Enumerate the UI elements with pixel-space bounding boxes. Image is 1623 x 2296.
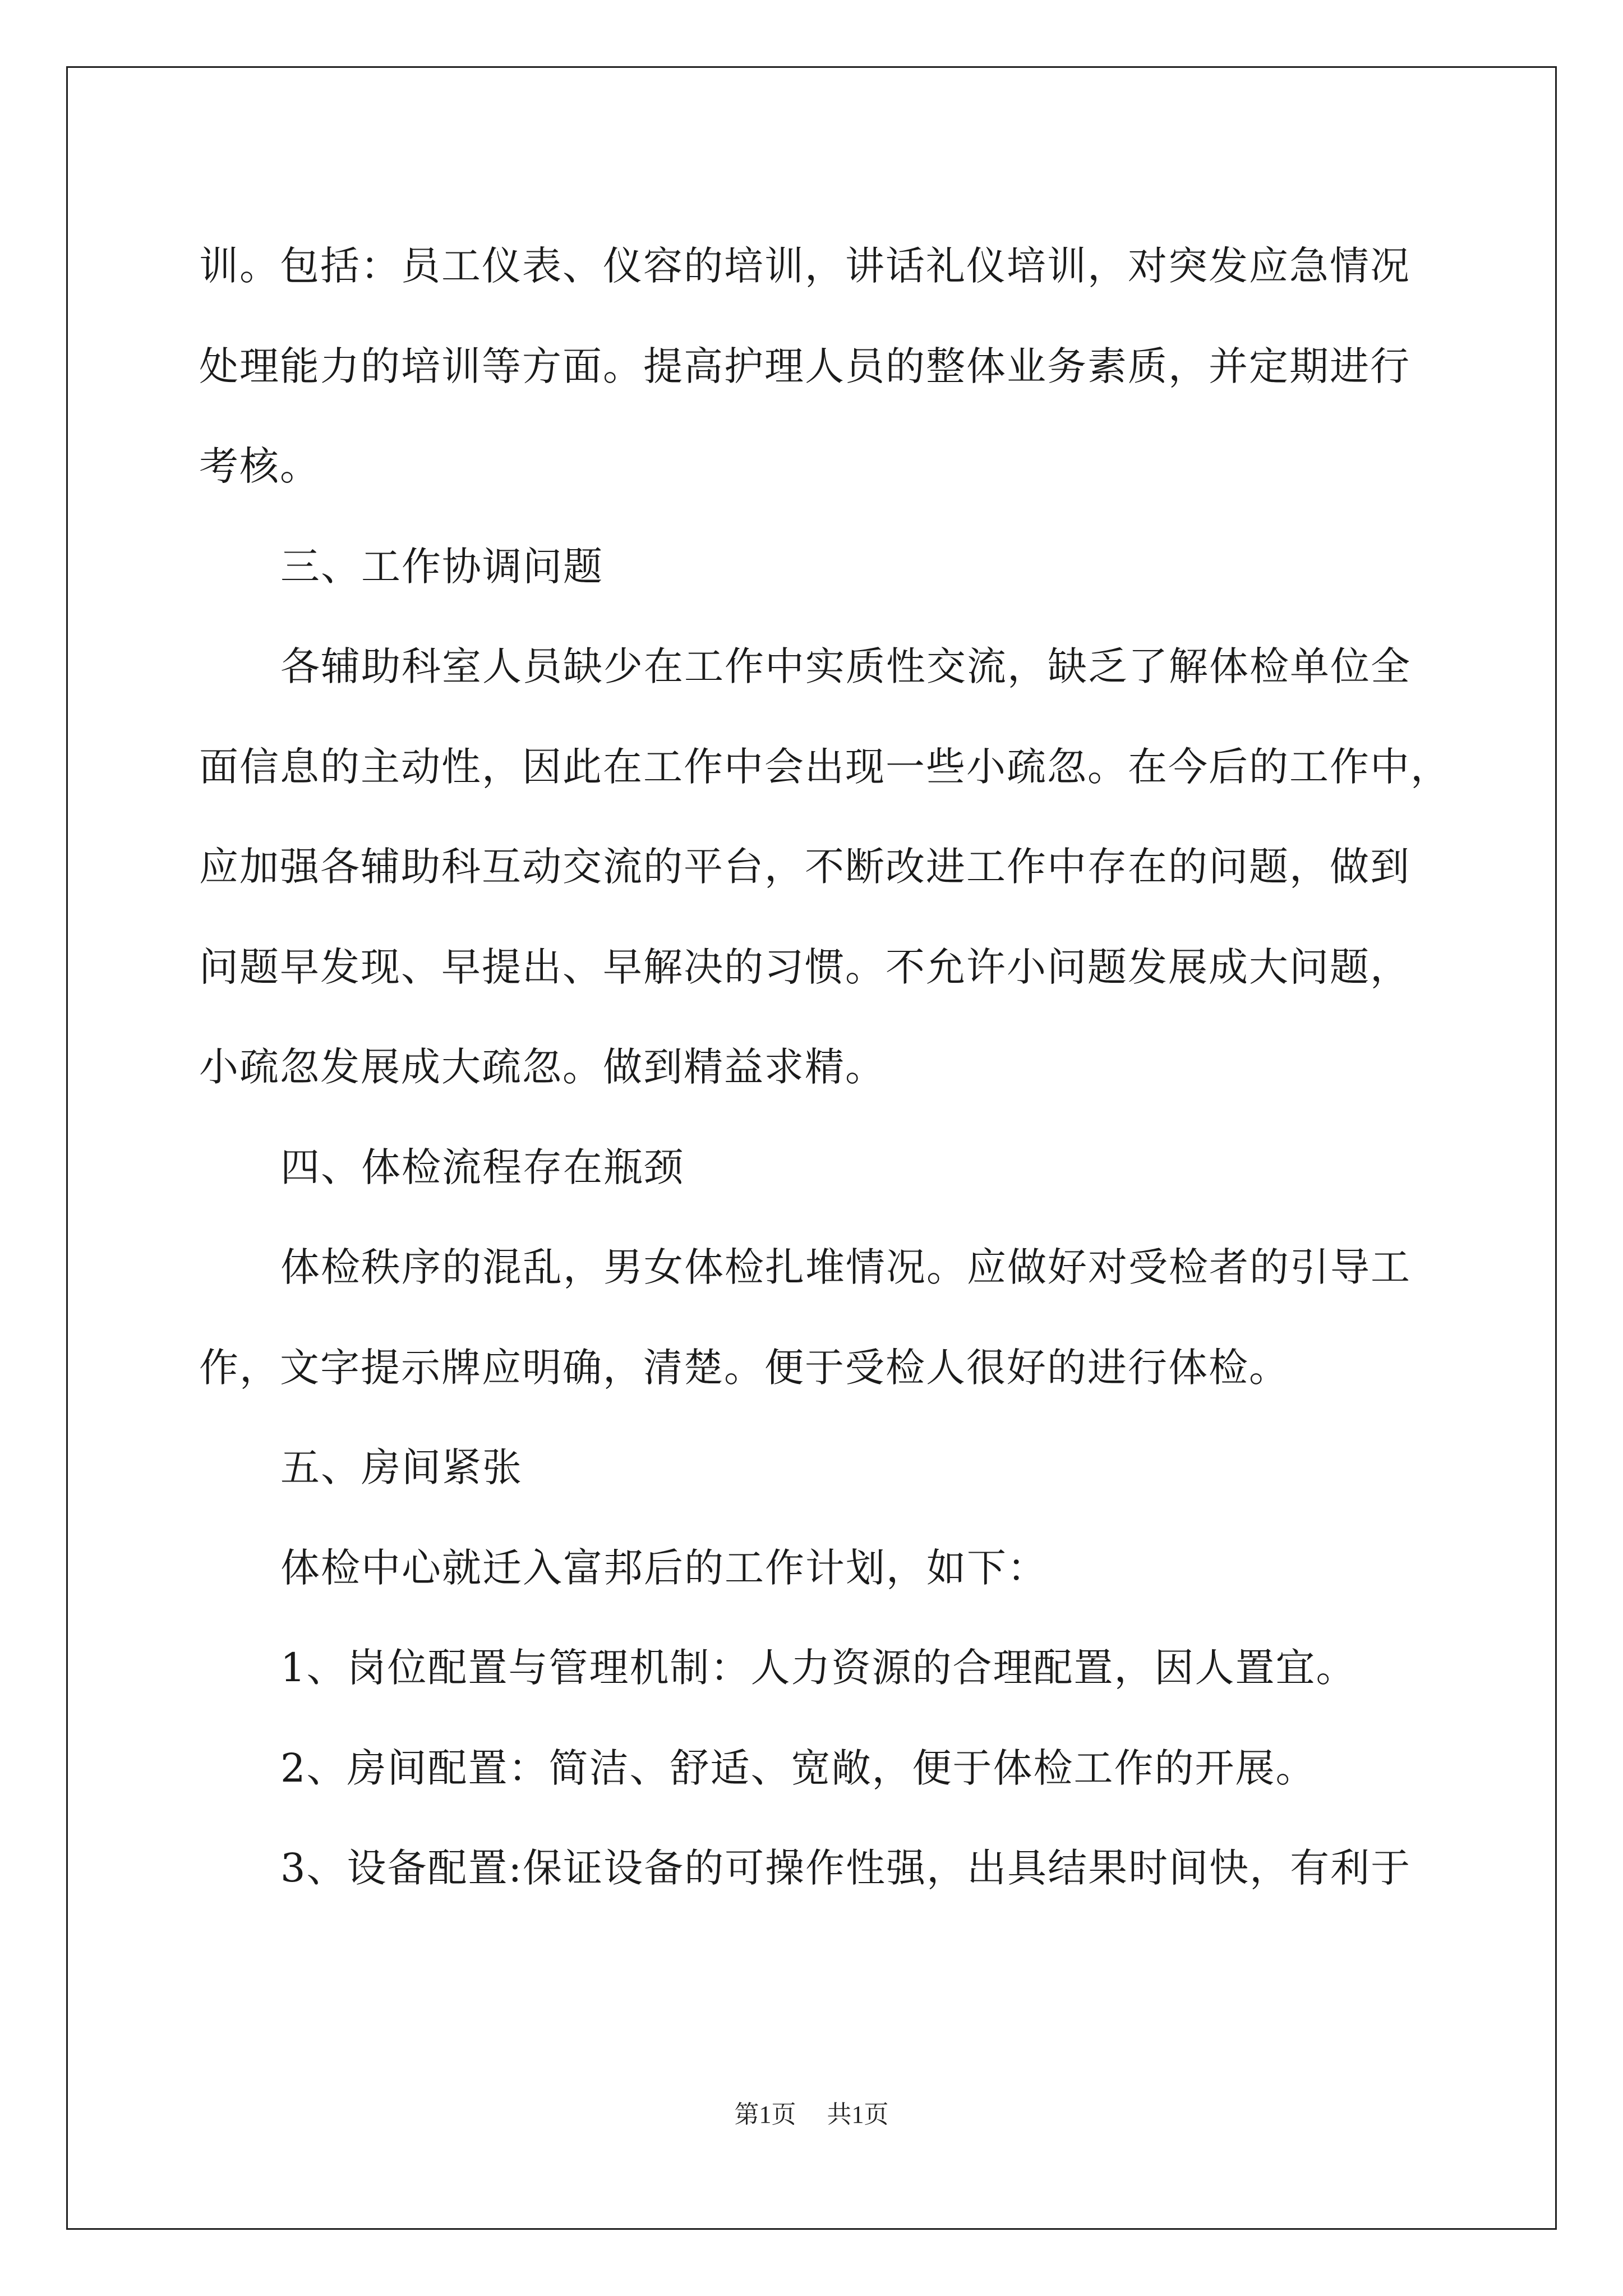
section-heading: 四、体检流程存在瓶颈: [280, 1144, 684, 1190]
text-line: 各辅助科室人员缺少在工作中实质性交流，缺乏了解体检单位全: [280, 643, 1411, 689]
page-total: 共1页: [827, 2101, 889, 2128]
text-line: 处理能力的培训等方面。提高护理人员的整体业务素质，并定期进行: [199, 343, 1410, 389]
text-line: 考核。: [199, 443, 320, 489]
text-line: 应加强各辅助科互动交流的平台，不断改进工作中存在的问题，做到: [199, 844, 1410, 890]
text-line: 作，文字提示牌应明确，清楚。便于受检人很好的进行体检。: [199, 1344, 1289, 1391]
text-line: 问题早发现、早提出、早解决的习惯。不允许小问题发展成大问题，: [199, 944, 1410, 990]
page-number: 第1页: [734, 2101, 796, 2128]
page-footer: [0, 2098, 1623, 2132]
section-heading: 五、房间紧张: [280, 1444, 523, 1490]
document-body: [199, 216, 1451, 1918]
list-item: 1、岗位配置与管理机制：人力资源的合理配置，因人置宜。: [280, 1645, 1357, 1691]
text-line: 训。包括：员工仪表、仪容的培训，讲话礼仪培训，对突发应急情况: [199, 243, 1410, 289]
text-line: 体检秩序的混乱，男女体检扎堆情况。应做好对受检者的引导工: [280, 1244, 1411, 1290]
text-line: 体检中心就迁入富邦后的工作计划，如下：: [280, 1544, 1048, 1591]
text-line: 小疏忽发展成大疏忽。做到精益求精。: [199, 1044, 886, 1090]
text-line: 面信息的主动性，因此在工作中会出现一些小疏忽。在今后的工作中，: [199, 743, 1451, 790]
list-item: 3、设备配置:保证设备的可操作性强，出具结果时间快，有利于: [280, 1845, 1412, 1891]
list-item: 2、房间配置：简洁、舒适、宽敞，便于体检工作的开展。: [280, 1745, 1316, 1791]
section-heading: 三、工作协调问题: [280, 543, 603, 590]
